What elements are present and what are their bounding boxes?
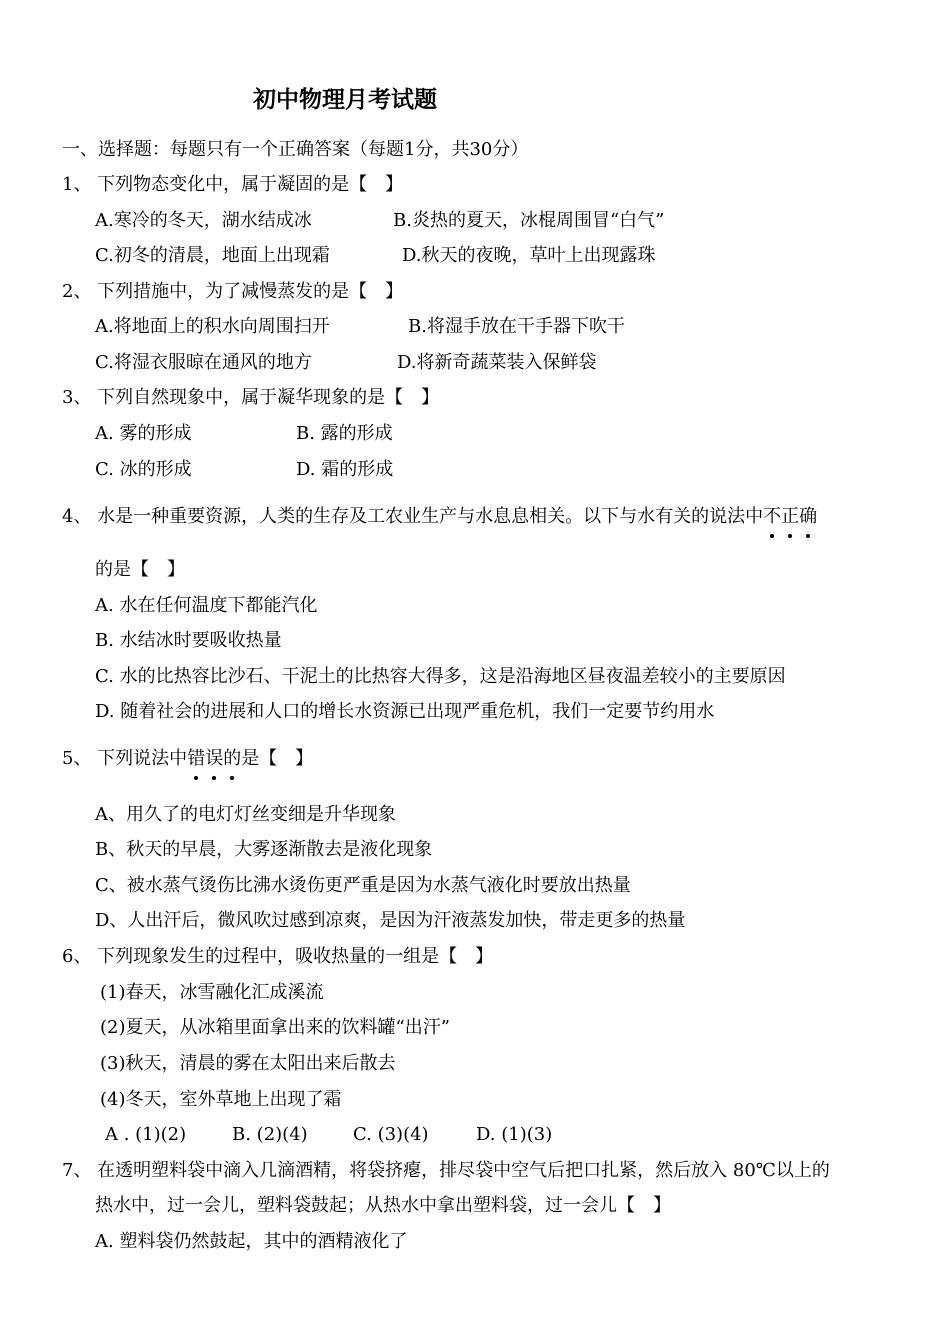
question-3-stem: 3、 下列自然现象中，属于凝华现象的是【 】 (62, 387, 440, 408)
question-5-stem (62, 750, 313, 768)
question-2-option-b[interactable]: B.将湿手放在干手器下吹干 (408, 316, 625, 337)
page-title: 初中物理月考试题 (253, 86, 437, 113)
question-4-option-d[interactable]: D. 随着社会的进展和人口的增长水资源已出现严重危机，我们一定要节约用水 (95, 701, 715, 722)
question-5-option-b[interactable]: B、秋天的早晨，大雾逐渐散去是液化现象 (95, 839, 433, 860)
emphasis-char: 错 (187, 748, 206, 769)
question-3-option-a[interactable]: A. 雾的形成 (95, 423, 192, 444)
question-6-option-c[interactable]: C. (3)(4) (353, 1124, 429, 1145)
question-1-option-c[interactable]: C.初冬的清晨，地面上出现霜 (95, 245, 330, 266)
question-1-option-d[interactable]: D.秋天的夜晚，草叶上出现露珠 (402, 245, 656, 266)
question-5-option-c[interactable]: C、被水蒸气烫伤比沸水烫伤更严重是因为水蒸气液化时要放出热量 (95, 875, 631, 896)
question-7-stem-continued: 热水中，过一会儿，塑料袋鼓起；从热水中拿出塑料袋，过一会儿【 】 (95, 1195, 671, 1216)
question-5-stem-text-end: 是【 】 (241, 748, 314, 769)
question-7-stem: 7、 在透明塑料袋中滴入几滴酒精，将袋挤瘪，排尽袋中空气后把口扎紧，然后放入 80℃以上的 (62, 1160, 830, 1181)
question-4-stem (62, 508, 817, 526)
question-4-stem-text: 4、 水是一种重要资源，人类的生存及工农业生产与水息息相关。以下与水有关的说法中 (62, 506, 764, 527)
question-7-option-a[interactable]: A. 塑料袋仍然鼓起，其中的酒精液化了 (95, 1231, 408, 1252)
emphasis-char: 确 (799, 506, 818, 527)
question-5-option-d[interactable]: D、人出汗后，微风吹过感到凉爽，是因为汗液蒸发加快，带走更多的热量 (95, 910, 686, 931)
question-4-option-c[interactable]: C. 水的比热容比沙石、干泥土的比热容大得多，这是沿海地区昼夜温差较小的主要原因 (95, 666, 786, 687)
question-6-option-a[interactable]: A . (1)(2) (105, 1124, 187, 1145)
question-3-option-b[interactable]: B. 露的形成 (296, 423, 393, 444)
question-6-item-2: (2)夏天，从冰箱里面拿出来的饮料罐“出汗” (100, 1017, 450, 1038)
question-6-item-3: (3)秋天，清晨的雾在太阳出来后散去 (100, 1053, 396, 1074)
question-2-option-d[interactable]: D.将新奇蔬菜装入保鲜袋 (397, 352, 597, 373)
section-heading: 一、选择题：每题只有一个正确答案（每题1分，共30分） (62, 139, 529, 160)
question-1-option-b[interactable]: B.炎热的夏天，冰棍周围冒“白气” (393, 210, 665, 231)
emphasis-char: 正 (781, 506, 800, 527)
question-3-option-c[interactable]: C. 冰的形成 (95, 459, 192, 480)
question-5-option-a[interactable]: A、用久了的电灯灯丝变细是升华现象 (95, 804, 396, 825)
question-2-option-c[interactable]: C.将湿衣服晾在通风的地方 (95, 352, 312, 373)
question-2-option-a[interactable]: A.将地面上的积水向周围扫开 (95, 316, 330, 337)
question-6-option-d[interactable]: D. (1)(3) (476, 1124, 553, 1145)
question-5-stem-text: 5、 下列说法中 (62, 748, 188, 769)
emphasis-char: 的 (223, 748, 242, 769)
question-3-option-d[interactable]: D. 霜的形成 (296, 459, 394, 480)
question-6-item-1: (1)春天，冰雪融化汇成溪流 (100, 982, 324, 1003)
question-6-option-b[interactable]: B. (2)(4) (232, 1124, 308, 1145)
emphasis-char: 不 (763, 506, 782, 527)
question-4-option-b[interactable]: B. 水结冰时要吸收热量 (95, 630, 282, 651)
question-1-stem: 1、 下列物态变化中，属于凝固的是【 】 (62, 174, 404, 195)
emphasis-char: 误 (205, 748, 224, 769)
question-4-stem-continued: 的是【 】 (95, 559, 185, 580)
question-6-item-4: (4)冬天，室外草地上出现了霜 (100, 1089, 342, 1110)
question-1-option-a[interactable]: A.寒冷的冬天，湖水结成冰 (95, 210, 312, 231)
question-4-option-a[interactable]: A. 水在任何温度下都能汽化 (95, 595, 318, 616)
question-2-stem: 2、 下列措施中，为了减慢蒸发的是【 】 (62, 281, 404, 302)
question-6-stem: 6、 下列现象发生的过程中，吸收热量的一组是【 】 (62, 946, 494, 967)
